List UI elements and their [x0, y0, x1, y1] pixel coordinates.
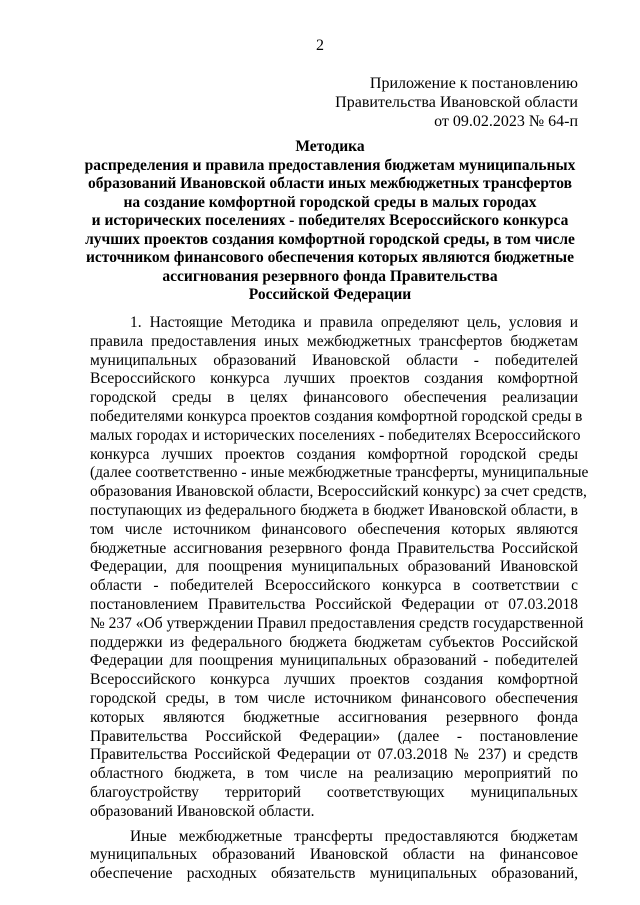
- text-line: поступающих из федерального бюджета в бюджет Ивановской области, в: [90, 501, 578, 519]
- paragraph-1: [90, 314, 589, 822]
- title-line: ассигнования резервного фонда Правительства: [162, 267, 498, 285]
- text-line: малых городах и исторических поселениях - победителях Всероссийского: [90, 426, 581, 444]
- appendix-line: от 09.02.2023 № 64-п: [434, 113, 578, 130]
- appendix-line: Правительства Ивановской области: [335, 94, 578, 111]
- title-line: Российской Федерации: [248, 286, 412, 303]
- text-line: городской среды, в том числе источником финансового обеспечения: [90, 689, 578, 707]
- text-line: муниципальных образований Ивановской области на финансовое: [90, 846, 578, 864]
- text-line: (далее соответственно - иные межбюджетные трансферты, муниципальные: [90, 464, 589, 482]
- appendix-header: [335, 74, 578, 131]
- text-line: Правительства Российской Федерации» (далее - постановление: [90, 727, 578, 745]
- text-line: 1. Настоящие Методика и правила определяют цель, условия и: [130, 314, 578, 331]
- title-line: лучших проектов создания комфортной городской среды, в том числе: [85, 230, 575, 248]
- page-number: 2: [316, 37, 324, 54]
- title-line: и исторических поселениях - победителях Всероссийского конкурса: [91, 212, 569, 229]
- text-line: области - победителей Всероссийского конкурса в соответствии с: [90, 577, 578, 595]
- title-line: образований Ивановской области иных межбюджетных трансфертов: [88, 175, 572, 192]
- text-line: Федерации для поощрения муниципальных образований - победителей: [90, 652, 578, 670]
- text-line: правила предоставления иных межбюджетных трансфертов бюджетам: [90, 332, 578, 350]
- text-line: Всероссийского конкурса лучших проектов создания комфортной: [90, 671, 578, 689]
- text-line: Всероссийского конкурса лучших проектов создания комфортной: [90, 370, 578, 388]
- document-title: [80, 138, 580, 305]
- title-line: Методика: [295, 138, 365, 155]
- text-line: благоустройству территорий соответствующих муниципальных: [90, 783, 578, 801]
- text-line: городской среды в целях финансового обеспечения реализации: [90, 389, 578, 407]
- text-line: муниципальных образований Ивановской области - победителей: [90, 351, 578, 369]
- text-line: Правительства Российской Федерации от 07.03.2018 № 237) и средств: [90, 746, 578, 764]
- text-line: том числе источником финансового обеспечения которых являются: [90, 520, 578, 538]
- text-line: победителями конкурса проектов создания комфортной городской среды в: [90, 407, 583, 425]
- text-line: Федерации, для поощрения муниципальных образований Ивановской: [90, 558, 578, 576]
- text-line: конкурса лучших проектов создания комфортной городской среды: [90, 445, 578, 463]
- paragraph-2: [90, 828, 578, 884]
- appendix-line: Приложение к постановлению: [369, 75, 578, 92]
- text-line: областного бюджета, в том числе на реализацию мероприятий по: [90, 765, 578, 783]
- title-line: распределения и правила предоставления бюджетам муниципальных: [84, 156, 576, 174]
- text-line: которых являются бюджетные ассигнования резервного фонда: [90, 708, 578, 726]
- text-line: бюджетные ассигнования резервного фонда Правительства Российской: [90, 539, 578, 557]
- text-line: поддержки из федерального бюджета бюджетам субъектов Российской: [90, 633, 578, 651]
- title-line: на создание комфортной городской среды в малых городах: [123, 193, 537, 211]
- text-line: обеспечение расходных обязательств муниципальных образований,: [90, 865, 578, 883]
- text-line: № 237 «Об утверждении Правил предоставления средств государственной: [90, 614, 584, 632]
- text-line: Иные межбюджетные трансферты предоставляются бюджетам: [130, 827, 578, 845]
- title-line: источником финансового обеспечения которых являются бюджетные: [86, 249, 574, 266]
- text-line: образований Ивановской области.: [90, 802, 315, 820]
- text-line: образования Ивановской области, Всероссийский конкурс) за счет средств,: [90, 483, 587, 501]
- text-line: постановлением Правительства Российской Федерации от 07.03.2018: [90, 595, 578, 613]
- document-body: [90, 314, 589, 884]
